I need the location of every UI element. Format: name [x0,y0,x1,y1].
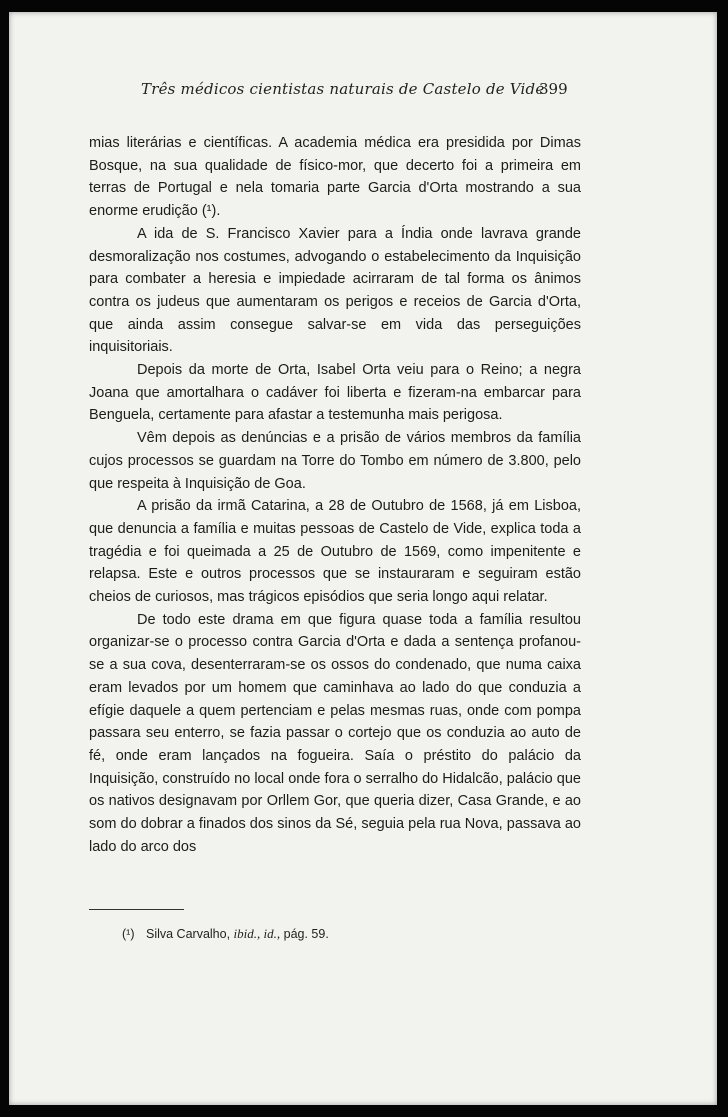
book-page [9,12,717,1105]
body-text [89,132,581,859]
paragraph-1: mias literárias e científicas. A academia médica era presidida por Dimas Bosque, na sua qualidade de físico-mor, que decerto foi a primeira em terras de Portugal e nela tomaria parte Garcia d'Orta mostrando a sua enorme erudição (¹). [89,135,581,220]
footnote-ibid: ibid., id., [233,926,281,941]
footnote [122,926,329,942]
paragraph-5: A prisão da irmã Catarina, a 28 de Outubro de 1568, já em Lisboa, que denuncia a família e muitas pessoas de Castelo de Vide, explica toda a tragédia e foi queimada a 25 de Outubro de 1569, como impenitente e relapsa. Este e outros processos que se instauraram e seguiram estão cheios de curiosos, mas trágicos episódios que seria longo aqui relatar. [89,498,581,606]
footnote-page-ref: pág. 59. [283,927,329,941]
running-head-title: Três médicos cientistas naturais de Castelo de Vide [141,80,545,98]
footnote-author: Silva Carvalho, [145,927,231,941]
paragraph-3: Depois da morte de Orta, Isabel Orta veiu para o Reino; a negra Joana que amortalhara o cadáver foi liberta e fizeram-na embarcar para Benguela, certamente para afastar a testemunha mais perigosa. [89,362,581,424]
footnote-rule [89,909,184,910]
footnote-marker: (¹) [122,927,135,941]
paragraph-4: Vêm depois as denúncias e a prisão de vários membros da família cujos processos se guardam na Torre do Tombo em número de 3.800, pelo que respeita à Inquisição de Goa. [89,430,581,492]
paragraph-2: A ida de S. Francisco Xavier para a Índia onde lavrava grande desmoralização nos costumes, advogando o estabelecimento da Inquisição para combater a heresia e impiedade acirraram de tal forma os ânimos contra os judeus que aumentaram os perigos e receios de Garcia d'Orta, que ainda assim consegue salvar-se em vida das perseguições inquisitoriais. [89,225,581,356]
page-number: 399 [539,80,568,98]
paragraph-6: De todo este drama em que figura quase toda a família resultou organizar-se o processo contra Garcia d'Orta e dada a sentença profanou-se a sua cova, desenterraram-se os ossos do condenado, que numa caixa eram levados por um homem que caminhava ao lado do que conduzia a efígie daquele a quem pertenciam e pelas mesmas ruas, onde com pompa passara seu enterro, se fazia passar o cortejo que os conduzia ao auto de fé, onde eram lançados na fogueira. Saía o préstito do palácio da Inquisição, construído no local onde fora o serralho do Hidalcão, palácio que os nativos designavam por Orllem Gor, que queria dizer, Casa Grande, e ao som do dobrar a finados dos sinos da Sé, seguia pela rua Nova, passava ao lado do arco dos [89,611,581,855]
